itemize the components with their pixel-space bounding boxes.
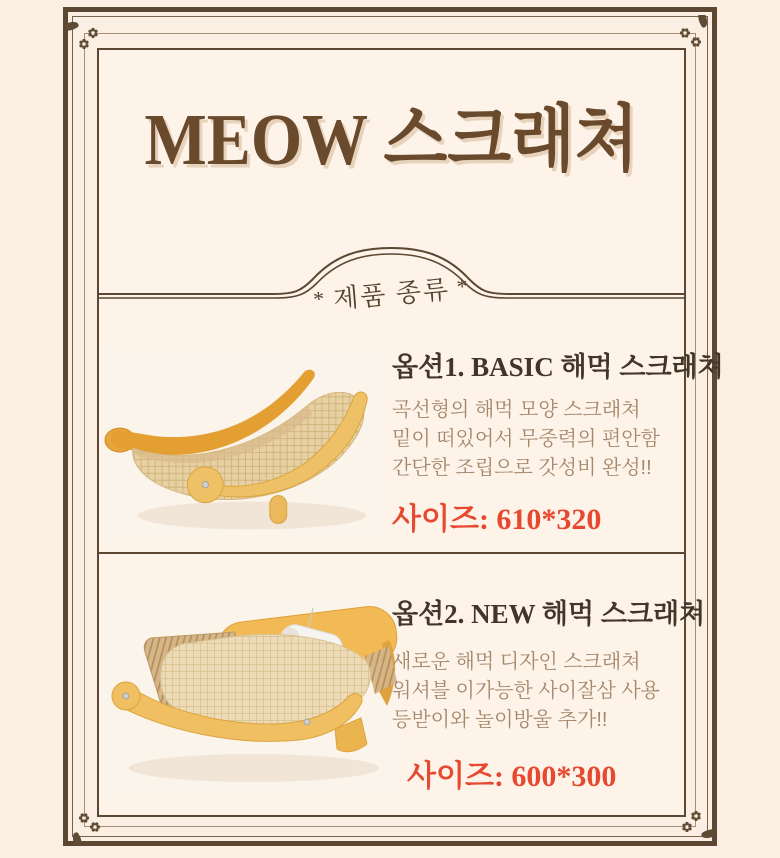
product-description-line: 밑이 떠있어서 무중력의 편안함 <box>392 428 660 450</box>
product-description-line: 등받이와 놀이방울 추가!! <box>392 709 608 731</box>
content-panel <box>97 48 724 817</box>
page-title: MEOW 스크래쳐 <box>144 100 639 181</box>
product-photo-new-hammock <box>99 598 401 800</box>
product-photo-basic-hammock <box>103 344 387 544</box>
product-description-line: 간단한 조립으로 갓성비 완성!! <box>392 457 652 479</box>
asterisk-icon: * <box>455 273 471 300</box>
option-1-size: 사이즈: 610*320 <box>392 503 602 536</box>
option-2-size: 사이즈: 600*300 <box>407 760 617 793</box>
corner-flourish-icon <box>66 15 102 51</box>
product-description-line: 곡선형의 해먹 모양 스크래쳐 <box>392 399 641 421</box>
section-divider <box>99 552 684 554</box>
option-1-title: 옵션1. BASIC 해먹 스크래쳐 <box>392 352 724 382</box>
option-1-description <box>392 396 660 483</box>
section-badge-label: 제품 종류 <box>332 274 452 315</box>
option-2-title: 옵션2. NEW 해먹 스크래쳐 <box>392 599 706 629</box>
option-2-description <box>392 648 660 735</box>
product-description-line: 새로운 해먹 디자인 스크래쳐 <box>392 651 641 673</box>
corner-flourish-icon <box>678 15 714 51</box>
product-description-line: 워셔블 이가능한 사이잘삼 사용 <box>392 680 660 702</box>
asterisk-icon: * <box>312 285 328 312</box>
